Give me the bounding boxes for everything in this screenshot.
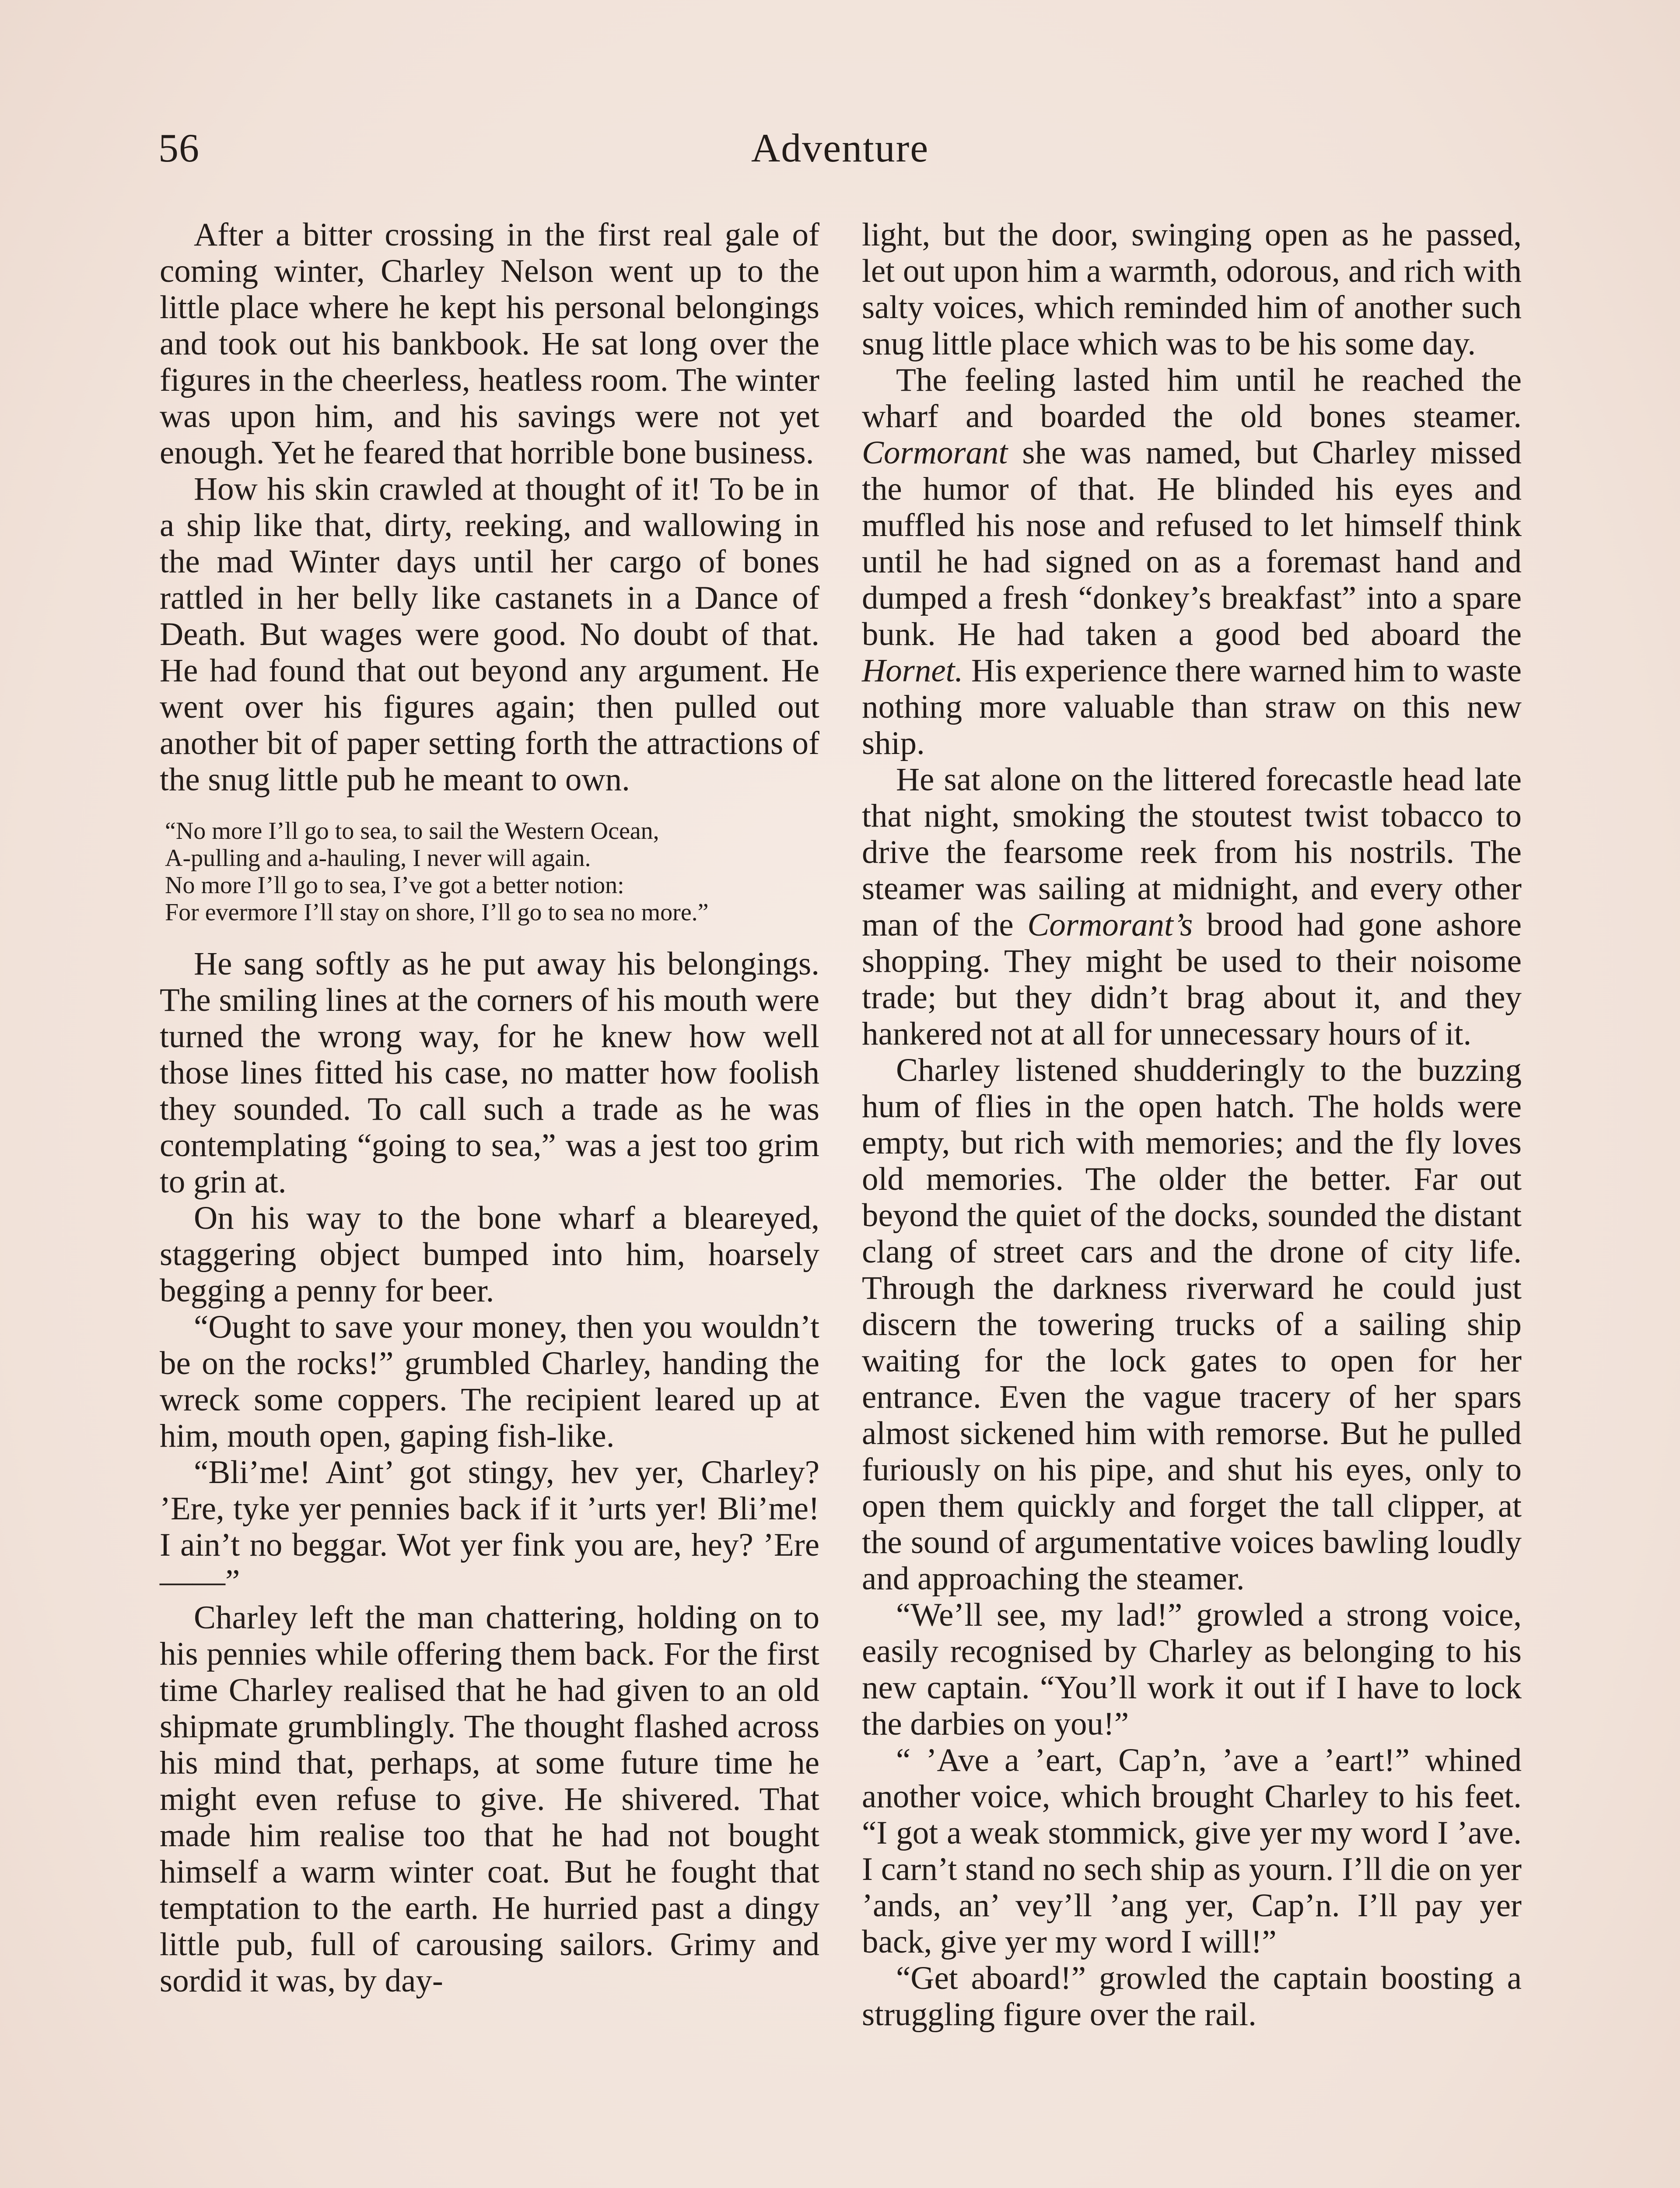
verse-line: No more I’ll go to sea, I’ve got a better notion: [165,872,624,899]
song-verse [165,817,819,926]
verse-line: A-pulling and a-hauling, I never will again. [165,845,591,872]
paragraph: light, but the door, swinging open as he passed, let out upon him a warmth, odorous, and rich with salty voices, which reminded him of another such snug little place which was to be his some day. [862,217,1522,362]
paragraph: “ ’Ave a ’eart, Cap’n, ’ave a ’eart!” whined another voice, which brought Charley to his feet. “I got a weak stommick, give yer my word I ’ave. I carn’t stand no sech ship as yourn. I’ll die on yer ’ands, an’ vey’ll ’ang yer, Cap’n. I’ll pay yer back, give yer my word I will!” [862,1742,1522,1960]
text-run: she was named, but Charley missed the humor of that. He blinded his eyes and muffled his nose and refused to let himself think until he had signed on as a foremast hand and dumped a fresh “donkey’s breakfast” into a spare bunk. He had taken a good bed aboard the [862,435,1522,652]
paragraph: “Bli’me! Aint’ got stingy, hev yer, Charley? ’Ere, tyke yer pennies back if it ’urts yer! Bli’me! I ain’t no beggar. Wot yer fink you are, hey? ’Ere——” [160,1454,819,1599]
ship-name: Cormorant’s [1027,907,1193,943]
ship-name: Hornet. [862,652,963,689]
text-run: The feeling lasted him until he reached the wharf and boarded the old bones steamer. [862,362,1522,435]
left-column [160,217,819,1999]
running-head: Adventure [751,126,929,170]
paragraph: How his skin crawled at thought of it! To be in a ship like that, dirty, reeking, and wallowing in the mad Winter days until her cargo of bones rattled in her belly like castanets in a Dance of Death. But wages were good. No doubt of that. He had found that out beyond any argument. He went over his figures again; then pulled out another bit of paper setting forth the attractions of the snug little pub he meant to own. [160,471,819,798]
paragraph [862,362,1522,761]
paragraph: Charley listened shudderingly to the buzzing hum of flies in the open hatch. The holds were empty, but rich with memories; and the fly loves old memories. The older the better. Far out beyond the quiet of the docks, sounded the distant clang of street cars and the drone of city life. Through the darkness riverward he could just discern the towering trucks of a sailing ship waiting for the lock gates to open for her entrance. Even the vague tracery of her spars almost sickened him with remorse. But he pulled furiously on his pipe, and shut his eyes, only to open them quickly and forget the tall clipper, at the sound of argumentative voices bawling loudly and approaching the steamer. [862,1052,1522,1597]
paragraph [862,761,1522,1052]
text-run: He sat alone on the littered forecastle head late that night, smoking the stoutest twist tobacco to drive the fearsome reek from his nostrils. The steamer was sailing at midnight, and every other man of the [862,761,1522,943]
paragraph: On his way to the bone wharf a bleareyed, staggering object bumped into him, hoarsely begging a penny for beer. [160,1200,819,1309]
paragraph: Charley left the man chattering, holding on to his pennies while offering them back. For the first time Charley realised that he had given to an old shipmate grumblingly. The thought flashed across his mind that, perhaps, at some future time he might even refuse to give. He shivered. That made him realise too that he had not bought himself a warm winter coat. But he fought that temptation to the earth. He hurried past a dingy little pub, full of carousing sailors. Grimy and sordid it was, by day- [160,1599,819,1999]
right-column [862,217,1522,2033]
text-run: His experience there warned him to waste nothing more valuable than straw on this new ship. [862,652,1522,761]
page-number: 56 [158,126,200,170]
text-run: brood had gone ashore shopping. They might be used to their noisome trade; but they didn’t brag about it, and they hankered not at all for unnecessary hours of it. [862,907,1522,1052]
paragraph: After a bitter crossing in the first real gale of coming winter, Charley Nelson went up to the little place where he kept his personal belongings and took out his bankbook. He sat long over the figures in the cheerless, heatless room. The winter was upon him, and his savings were not yet enough. Yet he feared that horrible bone business. [160,217,819,471]
paragraph: “We’ll see, my lad!” growled a strong voice, easily recognised by Charley as belonging to his new captain. “You’ll work it out if I have to lock the darbies on you!” [862,1597,1522,1742]
verse-line: “No more I’ll go to sea, to sail the Western Ocean, [165,817,659,845]
paragraph: “Ought to save your money, then you wouldn’t be on the rocks!” grumbled Charley, handing the wreck some coppers. The recipient leared up at him, mouth open, gaping fish-like. [160,1309,819,1454]
verse-line: For evermore I’ll stay on shore, I’ll go to sea no more.” [165,899,709,926]
paragraph: He sang softly as he put away his belongings. The smiling lines at the corners of his mouth were turned the wrong way, for he knew how well those lines fitted his case, no matter how foolish they sounded. To call such a trade as he was contemplating “going to sea,” was a jest too grim to grin at. [160,946,819,1200]
ship-name: Cormorant [862,435,1008,471]
paragraph: “Get aboard!” growled the captain boosting a struggling figure over the rail. [862,1960,1522,2033]
